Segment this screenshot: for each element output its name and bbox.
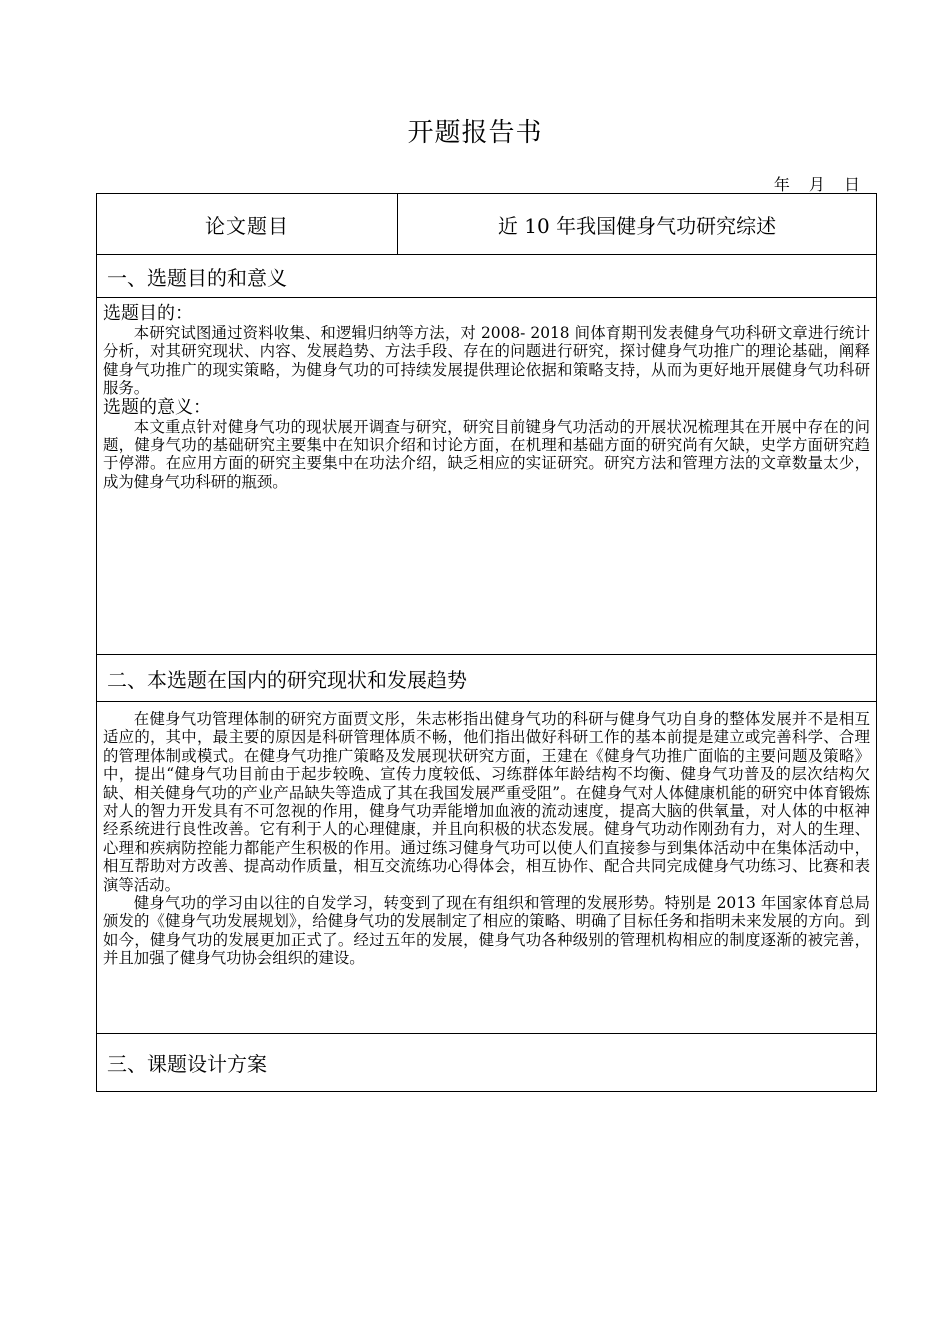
section1-body bbox=[97, 298, 876, 655]
research-status-paragraph-1: 在健身气功管理体制的研究方面贾文彤，朱志彬指出健身气功的科研与健身气功自身的整体发展并不是相互适应的，其中，最主要的原因是科研管理体质不畅，他们指出做好科研工作的基本前提是建立或完善科学、合理的管理体制或模式。在健身气功推广策略及发展现状研究方面，王建在《健身气功推广面临的主要问题及策略》中，提出“健身气功目前由于起步较晚、宣传力度较低、习练群体年龄结构不均衡、健身气功普及的层次结构欠缺、相关健身气功的产业产品缺失等造成了其在我国发展严重受阻”。在健身气对人体健康机能的研究中体育锻炼对人的智力开发具有不可忽视的作用，健身气功弄能增加血液的流动速度，提高大脑的供氧量，对人体的中枢神经系统进行良性改善。它有利于人的心理健康，并且向积极的状态发展。健身气功动作刚劲有力，对人的生理、心理和疾病防控能力都能产生积极的作用。通过练习健身气功可以使人们直接参与到集体活动中在集体活动中，相互帮助对方改善、提高动作质量，相互交流练功心得体会，相互协作、配合共同完成健身气功练习、比赛和表演等活动。 bbox=[103, 710, 870, 894]
section2-body bbox=[97, 702, 876, 1034]
date-line: 年 月 日 bbox=[773, 175, 860, 194]
section3-heading: 三、课题设计方案 bbox=[107, 1052, 267, 1076]
significance-text: 本文重点针对健身气功的现状展开调查与研究，研究目前键身气功活动的开展状况梳理其在开展中存在的问题，健身气功的基础研究主要集中在知识介绍和讨论方面，在机理和基础方面的研究尚有欠缺，史学方面研究趋于停滞。在应用方面的研究主要集中在功法介绍，缺乏相应的实证研究。研究方法和管理方法的文章数量太少，成为健身气功科研的瓶颈。 bbox=[103, 417, 870, 491]
document-title: 开题报告书 bbox=[407, 118, 543, 148]
thesis-title-label: 论文题目 bbox=[97, 194, 398, 254]
purpose-label: 选题目的： bbox=[103, 303, 193, 324]
thesis-title-row bbox=[97, 194, 876, 255]
research-status-paragraph-2: 健身气功的学习由以往的自发学习，转变到了现在有组织和管理的发展形势。特别是 2013 年国家体育总局颁发的《健身气功发展规划》，给健身气功的发展制定了相应的策略、明确了目标任务和指明未来发展的方向。到如今，健身气功的发展更加正式了。经过五年的发展，健身气功各种级别的管理机构相应的制度逐渐的被完善，并且加强了健身气功协会组织的建设。 bbox=[103, 894, 870, 968]
purpose-text: 本研究试图通过资料收集、和逻辑归纳等方法，对 2008- 2018 间体育期刊发表健身气功科研文章进行统计分析，对其研究现状、内容、发展趋势、方法手段、存在的问题进行研究，探讨健身气功推广的理论基础，阐释健身气功推广的现实策略，为健身气功的可持续发展提供理论依据和策略支持，从而为更好地开展健身气功科研服务。 bbox=[103, 324, 870, 398]
significance-label: 选题的意义： bbox=[103, 396, 211, 418]
thesis-title-value: 近 10 年我国健身气功研究综述 bbox=[497, 213, 777, 238]
proposal-form bbox=[96, 193, 877, 1092]
section1-heading: 一、选题目的和意义 bbox=[97, 255, 876, 298]
section2-heading: 二、本选题在国内的研究现状和发展趋势 bbox=[97, 655, 876, 702]
